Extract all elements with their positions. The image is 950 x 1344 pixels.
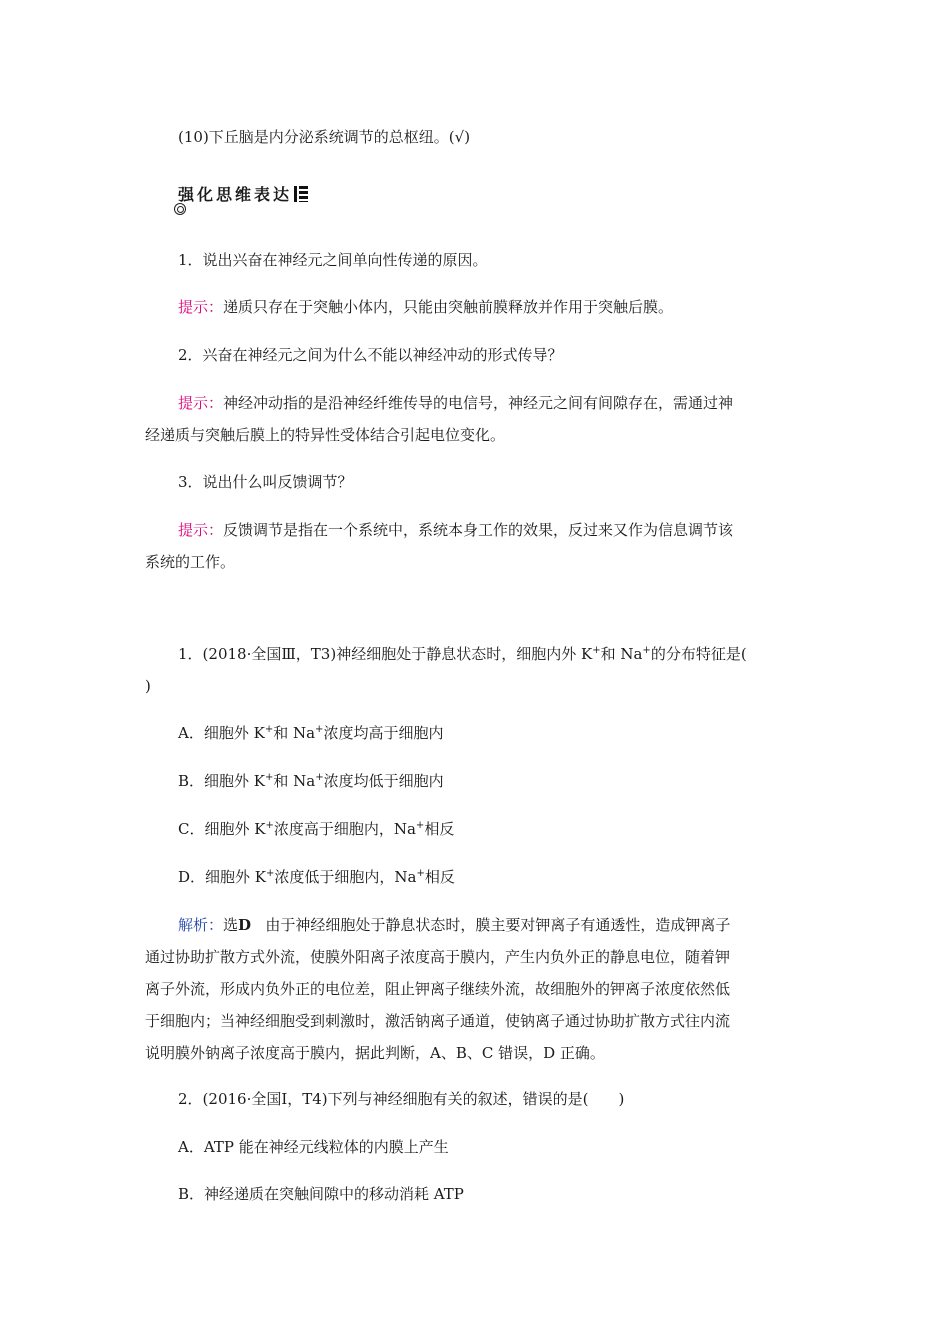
exam-q1-option-c: C．细胞外 K+浓度高于细胞内，Na+相反 (178, 820, 455, 838)
qa-answer-3 (178, 518, 733, 542)
exam-q2-stem: 2．(2016·全国Ⅰ，T4)下列与神经细胞有关的叙述，错误的是( ) (178, 1090, 625, 1108)
qa-number: 1． (178, 251, 203, 269)
exam-q1-stem: 1．(2018·全国Ⅲ，T3)神经细胞处于静息状态时，细胞内外 K+和 Na+的分布特征是( (178, 645, 747, 663)
exam-q1-analysis-line-2: 通过协助扩散方式外流，使膜外阳离子浓度高于膜内，产生内负外正的静息电位，随着钾 (145, 948, 731, 966)
qa-question-1 (178, 248, 488, 272)
qa-question-text: 说出什么叫反馈调节？ (202, 473, 353, 491)
exam-q1-option-d: D．细胞外 K+浓度低于细胞内，Na+相反 (178, 868, 455, 886)
hint-label: 提示： (178, 298, 224, 316)
answer-choice: D (238, 916, 252, 934)
exam-q1-option-b: B．细胞外 K+和 Na+浓度均低于细胞内 (178, 772, 444, 790)
qa-question-2 (178, 343, 563, 367)
exam-q1-analysis-line-3: 离子外流，形成内负外正的电位差，阻止钾离子继续外流，故细胞外的钾离子浓度依然低 (145, 980, 731, 998)
hint-text: 反馈调节是指在一个系统中，系统本身工作的效果，反过来又作为信息调节该 (223, 521, 734, 539)
qa-answer-2 (178, 391, 733, 415)
exam-q2-option-a: A．ATP 能在神经元线粒体的内膜上产生 (178, 1138, 449, 1156)
exam-q1-analysis-line-5: 说明膜外钠离子浓度高于膜内，据此判断，A、B、C 错误，D 正确。 (145, 1044, 605, 1062)
hint-text: 递质只存在于突触小体内，只能由突触前膜释放并作用于突触后膜。 (223, 298, 674, 316)
exam-q1-analysis-line-4: 于细胞内；当神经细胞受到刺激时，激活钠离子通道，使钠离子通过协助扩散方式往内流 (145, 1012, 731, 1030)
analysis-label: 解析： (178, 916, 224, 934)
bullseye-icon (174, 203, 186, 215)
section-title-text: 强化思维表达 (178, 185, 293, 204)
qa-answer-3-line-2: 系统的工作。 (145, 553, 236, 571)
qa-answer-1 (178, 295, 673, 319)
section-marker-icon (294, 186, 308, 202)
exam-q1-option-a: A．细胞外 K+和 Na+浓度均高于细胞内 (178, 724, 444, 742)
hint-label: 提示： (178, 394, 224, 412)
statement-item-10: (10)下丘脑是内分泌系统调节的总枢纽。(√) (178, 128, 471, 146)
qa-number: 2． (178, 346, 203, 364)
qa-answer-2-line-2: 经递质与突触后膜上的特异性受体结合引起电位变化。 (145, 426, 506, 444)
qa-question-3 (178, 470, 353, 494)
hint-label: 提示： (178, 521, 224, 539)
hint-text: 神经冲动指的是沿神经纤维传导的电信号，神经元之间有间隙存在，需通过神 (223, 394, 734, 412)
exam-q2-option-b: B．神经递质在突触间隙中的移动消耗 ATP (178, 1185, 464, 1203)
qa-number: 3． (178, 473, 203, 491)
exam-q1-analysis: 解析：选D 由于神经细胞处于静息状态时，膜主要对钾离子有通透性，造成钾离子 (178, 916, 731, 934)
qa-question-text: 兴奋在神经元之间为什么不能以神经冲动的形式传导？ (202, 346, 563, 364)
exam-q1-stem-line-2: ) (145, 677, 151, 695)
section-title (178, 183, 308, 207)
qa-question-text: 说出兴奋在神经元之间单向性传递的原因。 (202, 251, 488, 269)
